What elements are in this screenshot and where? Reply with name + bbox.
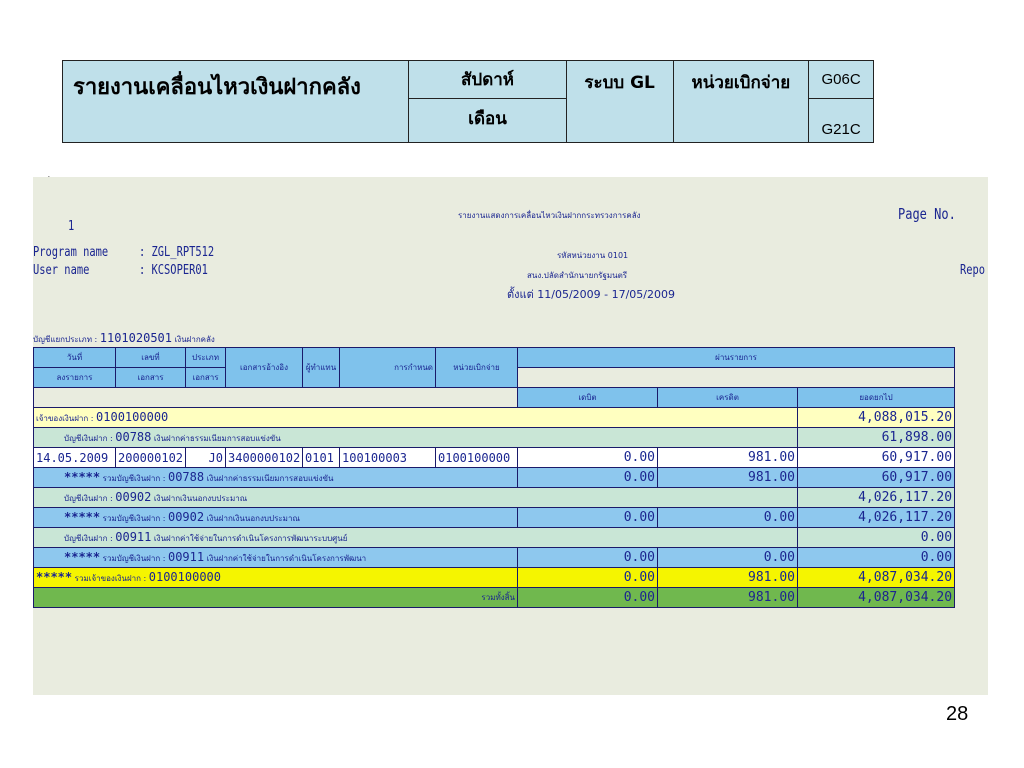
table-row xyxy=(34,488,955,508)
table-row xyxy=(34,468,955,488)
header-spacer xyxy=(34,388,518,408)
table-row xyxy=(34,508,955,528)
ownersum-cell xyxy=(34,568,518,588)
sum3-credit: 0.00 xyxy=(658,548,798,568)
acc1-balance: 61,898.00 xyxy=(798,428,955,448)
sum2-cell xyxy=(34,508,518,528)
total-credit: 981.00 xyxy=(658,588,798,608)
acc2-code: 00902 xyxy=(115,490,152,504)
report-line-date: ตั้งแต่ 11/05/2009 - 17/05/2009 xyxy=(507,288,676,301)
slide-number: 28 xyxy=(946,703,969,725)
week-label: สัปดาห์ xyxy=(409,61,566,99)
owner-code: 0100100000 xyxy=(96,410,169,424)
table-row xyxy=(34,448,955,468)
ownersum-debit: 0.00 xyxy=(518,568,658,588)
acc1-cell xyxy=(34,428,798,448)
sum3-stars: ***** xyxy=(64,550,101,564)
system-label: ระบบ GL xyxy=(566,61,673,143)
sum1-cell xyxy=(34,468,518,488)
col-agent: ผู้ทำแทน xyxy=(303,348,340,388)
report-line-title: รายงานแสดงการเคลื่อนไหวเงินฝากกระทรวงการคลัง xyxy=(458,211,641,220)
tx-type: J0 xyxy=(186,448,226,468)
sum2-balance: 4,026,117.20 xyxy=(798,508,955,528)
report-title: รายงานเคลื่อนไหวเงินฝากคลัง xyxy=(63,61,409,143)
col-ref: เอกสารอ้างอิง xyxy=(226,348,303,388)
sum3-balance: 0.00 xyxy=(798,548,955,568)
account-name: เงินฝากคลัง xyxy=(174,335,215,344)
ownersum-code: 0100100000 xyxy=(148,570,221,584)
sum3-debit: 0.00 xyxy=(518,548,658,568)
account-label: บัญชีแยกประเภท : xyxy=(33,335,98,344)
user-label: User name xyxy=(33,263,90,278)
col-movement: ผ่านรายการ xyxy=(518,348,955,368)
acc3-label: บัญชีเงินฝาก : xyxy=(64,534,113,543)
report-line-dept: สนง.ปลัดสำนักนายกรัฐมนตรี xyxy=(527,271,628,280)
col-payunit: หน่วยเบิกจ่าย xyxy=(436,348,518,388)
tx-balance: 60,917.00 xyxy=(798,448,955,468)
sum3-cell xyxy=(34,548,518,568)
col-docno-bottom: เอกสาร xyxy=(116,368,186,388)
col-balance: ยอดยกไป xyxy=(798,388,955,408)
col-doctype-bottom: เอกสาร xyxy=(186,368,226,388)
movement-spacer xyxy=(518,368,955,388)
col-assignment: การกำหนด xyxy=(340,348,436,388)
unit-label: หน่วยเบิกจ่าย xyxy=(673,61,809,143)
ownersum-balance: 4,087,034.20 xyxy=(798,568,955,588)
col-debit: เดบิต xyxy=(518,388,658,408)
tx-docno: 200000102 xyxy=(116,448,186,468)
tx-date: 14.05.2009 xyxy=(34,448,116,468)
table-row xyxy=(34,528,955,548)
total-balance: 4,087,034.20 xyxy=(798,588,955,608)
table-row xyxy=(34,568,955,588)
table-row xyxy=(34,408,955,428)
table-row xyxy=(34,428,955,448)
month-label: เดือน xyxy=(409,99,566,143)
sum1-code: 00788 xyxy=(167,470,205,484)
tx-credit: 981.00 xyxy=(658,448,798,468)
acc3-balance: 0.00 xyxy=(798,528,955,548)
acc2-label: บัญชีเงินฝาก : xyxy=(64,494,113,503)
report-line-unit: รหัสหน่วยงาน 0101 xyxy=(557,251,629,260)
sum1-stars: ***** xyxy=(64,470,101,484)
page-no-label: Page No. xyxy=(898,205,956,223)
report-panel xyxy=(33,177,988,695)
sum2-label: รวมบัญชีเงินฝาก : xyxy=(102,514,166,523)
tx-ref: 3400000102 xyxy=(226,448,303,468)
sum2-credit: 0.00 xyxy=(658,508,798,528)
acc3-cell xyxy=(34,528,798,548)
acc2-cell xyxy=(34,488,798,508)
acc1-name: เงินฝากค่าธรรมเนียมการสอบแข่งขัน xyxy=(153,434,281,443)
col-docno-top: เลขที่ xyxy=(116,348,186,368)
report-cut-text: Repo xyxy=(960,263,986,278)
sum3-code: 00911 xyxy=(167,550,205,564)
sum1-label: รวมบัญชีเงินฝาก : xyxy=(102,474,166,483)
owner-balance: 4,088,015.20 xyxy=(798,408,955,428)
sum2-stars: ***** xyxy=(64,510,101,524)
acc2-name: เงินฝากเงินนอกงบประมาณ xyxy=(153,494,248,503)
sum2-name: เงินฝากเงินนอกงบประมาณ xyxy=(206,514,300,523)
sum1-credit: 981.00 xyxy=(658,468,798,488)
program-label: Program name xyxy=(33,245,109,260)
code-g06c: G06C xyxy=(809,61,874,99)
total-label: รวมทั้งสิ้น xyxy=(34,588,518,608)
program-value: : ZGL_RPT512 xyxy=(139,245,215,260)
sum2-debit: 0.00 xyxy=(518,508,658,528)
sum3-label: รวมบัญชีเงินฝาก : xyxy=(102,554,166,563)
table-row xyxy=(34,548,955,568)
user-value: : KCSOPER01 xyxy=(139,263,208,278)
table-row xyxy=(34,588,955,608)
ownersum-label: รวมเจ้าของเงินฝาก : xyxy=(74,574,147,583)
ownersum-stars: ***** xyxy=(36,570,73,584)
ownersum-credit: 981.00 xyxy=(658,568,798,588)
acc1-label: บัญชีเงินฝาก : xyxy=(64,434,113,443)
page-number: 1 xyxy=(68,219,75,234)
acc1-code: 00788 xyxy=(115,430,152,444)
col-date-top: วันที่ xyxy=(34,348,116,368)
report-header-box xyxy=(62,60,874,143)
sum1-debit: 0.00 xyxy=(518,468,658,488)
sum1-balance: 60,917.00 xyxy=(798,468,955,488)
owner-label: เจ้าของเงินฝาก : xyxy=(36,414,94,423)
col-date-bottom: ลงรายการ xyxy=(34,368,116,388)
sum1-name: เงินฝากค่าธรรมเนียมการสอบแข่งขัน xyxy=(206,474,334,483)
col-credit: เครดิต xyxy=(658,388,798,408)
tx-agent: 0101 xyxy=(303,448,340,468)
tx-assign: 100100003 xyxy=(340,448,436,468)
tx-unit: 0100100000 xyxy=(436,448,518,468)
col-doctype-top: ประเภท xyxy=(186,348,226,368)
account-line xyxy=(33,331,215,346)
sum2-code: 00902 xyxy=(167,510,205,524)
owner-cell xyxy=(34,408,798,428)
total-debit: 0.00 xyxy=(518,588,658,608)
acc3-code: 00911 xyxy=(115,530,152,544)
code-g21c: G21C xyxy=(809,99,874,143)
acc2-balance: 4,026,117.20 xyxy=(798,488,955,508)
acc3-name: เงินฝากค่าใช้จ่ายในการดำเนินโครงการพัฒนาระบบศูนย์ xyxy=(153,534,348,543)
tx-debit: 0.00 xyxy=(518,448,658,468)
account-code: 1101020501 xyxy=(99,331,172,345)
sum3-name: เงินฝากค่าใช้จ่ายในการดำเนินโครงการพัฒนา xyxy=(206,554,367,563)
report-grid xyxy=(33,347,955,608)
